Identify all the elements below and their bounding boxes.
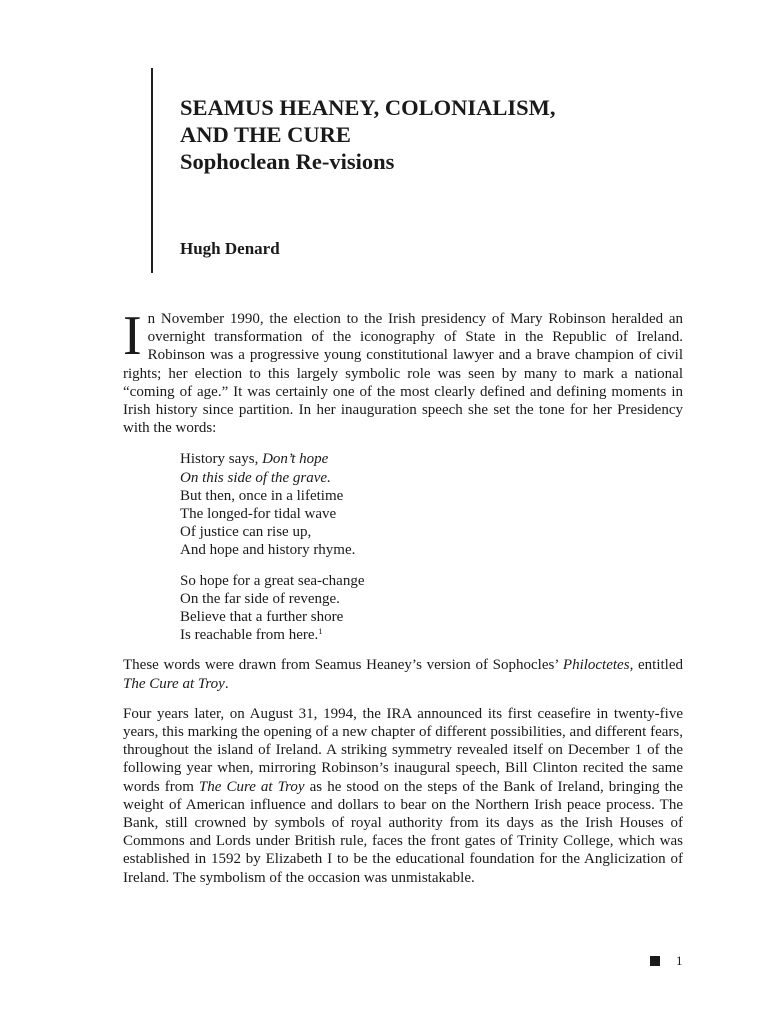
poem-line-text: History says, [180, 451, 263, 468]
poem-line: But then, once in a lifetime [180, 487, 344, 504]
article-title-block [180, 94, 720, 175]
italic-title: The Cure at Troy [123, 675, 225, 692]
body-paragraph-3 [123, 705, 683, 887]
poem-line-italic: On this side of the grave. [180, 469, 331, 486]
poem-line [180, 450, 683, 468]
vertical-rule [151, 68, 153, 273]
text-run: . [224, 675, 229, 692]
poem-line: Of justice can rise up, [180, 524, 312, 541]
author-name: Hugh Denard [180, 239, 280, 258]
poem-line [180, 626, 683, 644]
intro-text: n November 1990, the election to the Irish presidency of Mary Robinson heralded an overnight transformation of the iconography of State in the Republic of Ireland. Robinson was a progressive young constitutional lawyer and a brave champion of civil rights; her election to this largely symbolic role was seen by many to mark a national “coming of age.” It was certainly one of the most clearly defined and defining moments in Irish history since partition. In her inauguration speech she set the tone for her Presidency with the words: [123, 311, 683, 437]
article-subtitle: Sophoclean Re-visions [180, 149, 395, 174]
article-title-line-2: AND THE CURE [180, 122, 351, 147]
poem-line [180, 469, 683, 487]
body-paragraph-2 [123, 656, 683, 692]
text-run: These words were drawn from Seamus Heaney’s version of Sophocles’ [123, 657, 563, 674]
text-run: as he stood on the steps of the Bank of Ireland, bringing the weight of American influence and dollars to bear on the Northern Irish peace process. The Bank, still crowned by symbols of royal authority from its days as the Irish Houses of Commons and Lords under British rule, faces the front gates of Trinity College, which was established in 1592 by Elizabeth I to be the educational foundation for the Anglicization of Ireland. The symbolism of the occasion was unmistakable. [123, 778, 683, 886]
poem-line-text: Is reachable from here. [180, 627, 319, 644]
article-title-line-1: SEAMUS HEANEY, COLONIALISM, [180, 95, 556, 120]
poem-stanza-1 [180, 450, 683, 559]
italic-title: The Cure at Troy [198, 778, 305, 795]
page-number: 1 [676, 953, 683, 968]
square-bullet-icon [650, 956, 660, 966]
poem-line: Believe that a further shore [180, 609, 344, 626]
text-run: , entitled [629, 657, 683, 674]
quoted-poem [180, 450, 683, 644]
text-run: Four years later, on August 31, 1994, the IRA announced its first ceasefire in twenty-five years, this marking the opening of a new chapter of different possibilities, and different fears, throughout the island of Ireland. A striking symmetry revealed itself on December 1 of the following year when, mirroring Robinson’s inaugural speech, Bill Clinton recited the same words from [123, 705, 683, 795]
article-body [123, 305, 683, 887]
intro-paragraph [123, 305, 683, 437]
poem-line: On the far side of revenge. [180, 590, 340, 607]
poem-line: The longed-for tidal wave [180, 506, 337, 523]
italic-title: Philoctetes [562, 657, 630, 674]
footnote-marker[interactable]: 1 [318, 626, 323, 637]
poem-line: So hope for a great sea-change [180, 572, 365, 589]
poem-line: And hope and history rhyme. [180, 542, 356, 559]
page-footer [650, 953, 683, 969]
poem-stanza-2 [180, 572, 683, 645]
drop-cap: I [123, 305, 142, 367]
poem-line-italic: Don’t hope [262, 451, 329, 468]
